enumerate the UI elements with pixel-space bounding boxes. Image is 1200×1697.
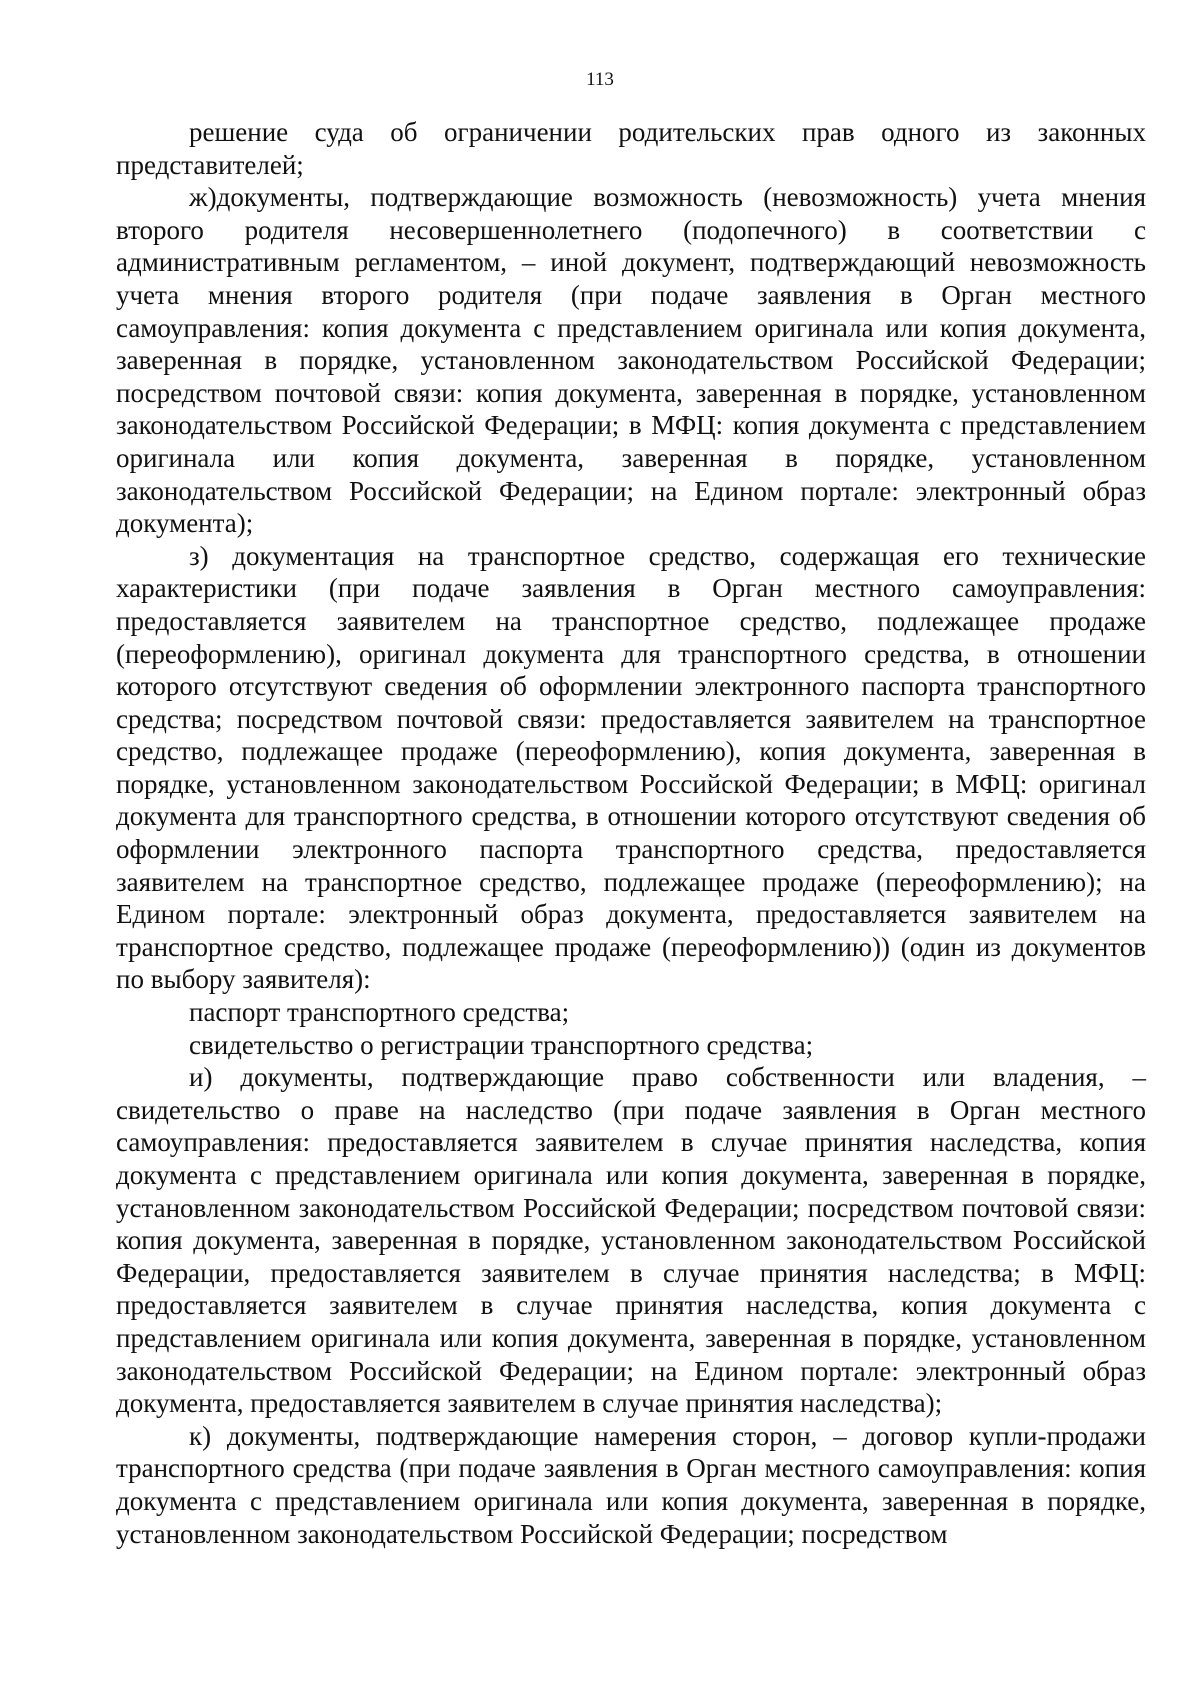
paragraph-item-k: к) документы, подтверждающие намерения сторон, – договор купли-продажи транспортного средства (при подаче заявления в Орган местного самоуправления: копия документа с представлением оригинала или копия документа, заверенная в порядке, установленном законодательством Российской Федерации; посредством <box>116 1420 1146 1549</box>
document-body <box>116 116 1146 1550</box>
page-number: 113 <box>586 69 614 90</box>
paragraph-vehicle-passport: паспорт транспортного средства; <box>189 997 570 1028</box>
paragraph-court-decision: решение суда об ограничении родительских прав одного из законных представителей; <box>116 117 1146 180</box>
paragraph-item-zh: ж)документы, подтверждающие возможность (невозможность) учета мнения второго родителя несовершеннолетнего (подопечного) в соответствии с административным регламентом, – иной документ, подтверждающий невозможность учета мнения второго родителя (при подаче заявления в Орган местного самоуправления: копия документа с представлением оригинала или копия документа, заверенная в порядке, установленном законодательством Российской Федерации; посредством почтовой связи: копия документа, заверенная в порядке, установленном законодательством Российской Федерации; в МФЦ: копия документа с представлением оригинала или копия документа, заверенная в порядке, установленном законодательством Российской Федерации; на Едином портале: электронный образ документа); <box>116 182 1146 539</box>
paragraph-item-z: з) документация на транспортное средство, содержащая его технические характеристики (при подаче заявления в Орган местного самоуправления: предоставляется заявителем на транспортное средство, подлежащее продаже (переоформлению), оригинал документа для транспортного средства, в отношении которого отсутствуют сведения об оформлении электронного паспорта транспортного средства; посредством почтовой связи: предоставляется заявителем на транспортное средство, подлежащее продаже (переоформлению), копия документа, заверенная в порядке, установленном законодательством Российской Федерации; в МФЦ: оригинал документа для транспортного средства, в отношении которого отсутствуют сведения об оформлении электронного паспорта транспортного средства, предоставляется заявителем на транспортное средство, подлежащее продаже (переоформлению); на Едином портале: электронный образ документа, предоставляется заявителем на транспортное средство, подлежащее продаже (переоформлению)) (один из документов по выбору заявителя): <box>116 540 1146 995</box>
paragraph-item-i: и) документы, подтверждающие право собственности или владения, – свидетельство о праве на наследство (при подаче заявления в Орган местного самоуправления: предоставляется заявителем в случае принятия наследства, копия документа с представлением оригинала или копия документа, заверенная в порядке, установленном законодательством Российской Федерации; посредством почтовой связи: копия документа, заверенная в порядке, установленном законодательством Российской Федерации, предоставляется заявителем в случае принятия наследства; в МФЦ: предоставляется заявителем в случае принятия наследства, копия документа с представлением оригинала или копия документа, заверенная в порядке, установленном законодательством Российской Федерации; на Едином портале: электронный образ документа, предоставляется заявителем в случае принятия наследства); <box>116 1062 1146 1419</box>
paragraph-registration-certificate: свидетельство о регистрации транспортного средства; <box>189 1029 814 1060</box>
